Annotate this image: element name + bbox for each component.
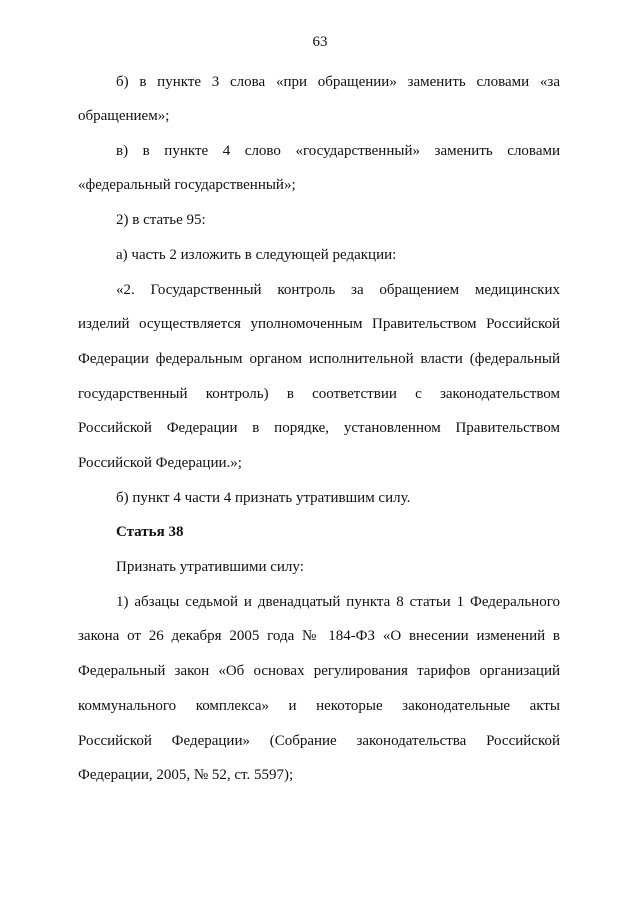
text-line: 1) абзацы седьмой и двенадцатый пункта 8 статьи 1 Федерального xyxy=(116,594,560,610)
text-line: изделий осуществляется уполномоченным Правительством Российской xyxy=(78,316,560,332)
text-line: Федерации, 2005, № 52, ст. 5597); xyxy=(78,767,294,783)
text-line: «2. Государственный контроль за обращением медицинских xyxy=(116,282,560,298)
text-line: 2) в статье 95: xyxy=(116,212,206,228)
text-line: в) в пункте 4 слово «государственный» заменить словами xyxy=(116,143,560,159)
text-line: Российской Федерации в порядке, установленном Правительством xyxy=(78,420,560,436)
text-line: б) в пункте 3 слова «при обращении» заменить словами «за xyxy=(116,74,560,90)
text-line: государственный контроль) в соответствии с законодательством xyxy=(78,386,560,402)
text-line: Федеральный закон «Об основах регулирования тарифов организаций xyxy=(78,663,560,679)
text-line: Российской Федерации.»; xyxy=(78,455,242,471)
text-line: б) пункт 4 части 4 признать утратившим силу. xyxy=(116,490,411,506)
text-line: Признать утратившими силу: xyxy=(116,559,304,575)
text-line: Федерации федеральным органом исполнительной власти (федеральный xyxy=(78,351,560,367)
text-line: Российской Федерации» (Собрание законодательства Российской xyxy=(78,733,560,749)
article-heading: Статья 38 xyxy=(116,524,184,540)
text-line: коммунального комплекса» и некоторые законодательные акты xyxy=(78,698,560,714)
text-line: обращением»; xyxy=(78,108,170,124)
text-line: закона от 26 декабря 2005 года № 184-ФЗ «О внесении изменений в xyxy=(78,628,560,644)
text-line: «федеральный государственный»; xyxy=(78,177,296,193)
text-line: а) часть 2 изложить в следующей редакции: xyxy=(116,247,397,263)
page-number: 63 xyxy=(312,34,328,50)
